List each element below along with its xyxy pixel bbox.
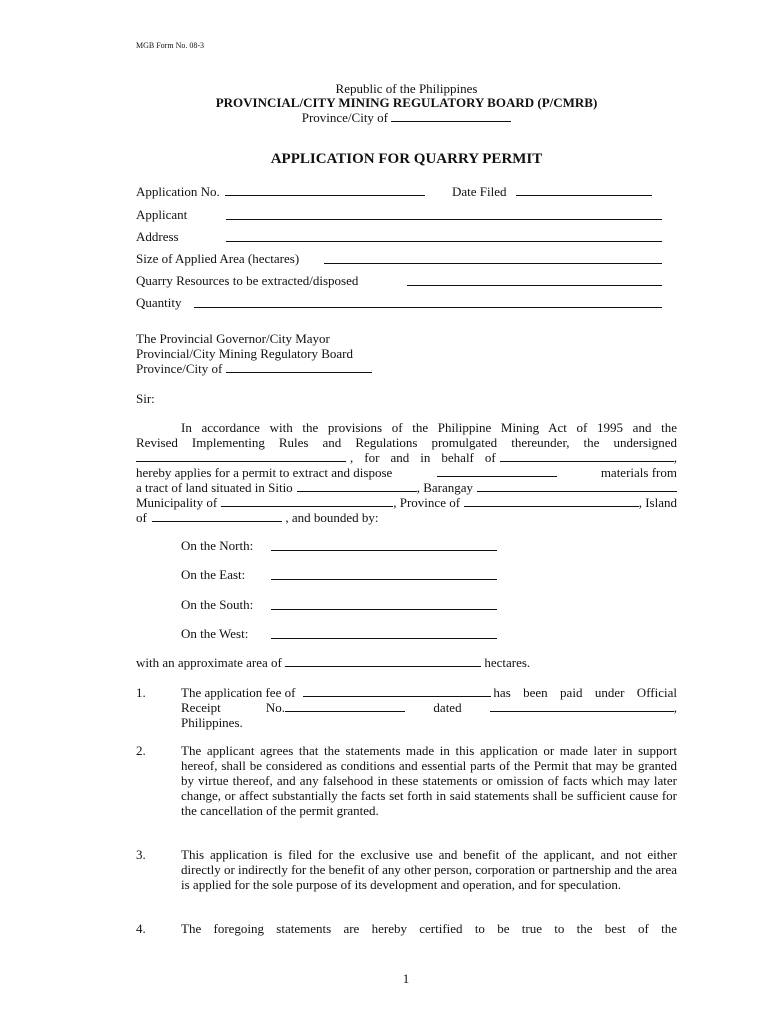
south-label: On the South: [181, 597, 254, 612]
item-3-text: This application is filed for the exclusive use and benefit of the applicant, and not either directly or indirectly for the benefit of any other person, corporation or partnership and the area is applied for the sole purpose of its development and operation, and for speculation. [181, 847, 677, 892]
island-blank[interactable] [152, 510, 282, 522]
sitio-blank[interactable] [297, 480, 417, 492]
municipality-blank[interactable] [221, 495, 393, 507]
dated-label: dated [433, 700, 462, 715]
province-of-blank[interactable] [464, 495, 639, 507]
addressee-line-3 [136, 361, 372, 376]
province-heading [136, 110, 677, 125]
body-line-4 [136, 465, 677, 480]
item-3-number: 3. [136, 847, 146, 862]
south-blank[interactable] [271, 598, 497, 610]
province-of-label: , Province of [393, 495, 461, 510]
item-1-line-3: Philippines. [181, 715, 243, 730]
barangay-blank[interactable] [477, 480, 677, 492]
applicant-label: Applicant [136, 207, 188, 222]
quantity-label: Quantity [136, 295, 182, 310]
date-filed-label: Date Filed [452, 184, 507, 199]
addressee-province-label: Province/City of [136, 361, 223, 376]
addressee-province-blank[interactable] [226, 361, 372, 373]
item-1-comma: , [673, 700, 677, 715]
area-suffix-label: hectares. [484, 655, 531, 670]
area-blank[interactable] [285, 655, 481, 667]
undersigned-blank[interactable] [136, 450, 346, 462]
size-blank[interactable] [324, 252, 662, 264]
date-filed-blank[interactable] [516, 184, 652, 196]
of-label: of [136, 510, 147, 525]
resources-label: Quarry Resources to be extracted/disposed [136, 273, 359, 288]
west-label: On the West: [181, 626, 249, 641]
address-blank[interactable] [226, 230, 662, 242]
item-2-text: The applicant agrees that the statements made in this application or made later in support hereof, shall be considered as conditions and essential parts of the Permit that may be granted by virtue thereof, and any falsehood in these statements or omission of facts which may later change, or affect substantially the facts set forth in said statements shall be sufficient cause for the cancellation of the permit granted. [181, 743, 677, 818]
receipt-blank[interactable] [285, 700, 405, 712]
sitio-label: a tract of land situated in Sitio [136, 480, 293, 495]
application-no-label: Application No. [136, 184, 220, 199]
north-blank[interactable] [271, 539, 497, 551]
body-line-3 [136, 450, 677, 465]
item-4-text: The foregoing statements are hereby certified to be true to the best of the [181, 921, 677, 936]
fee-label: The application fee of [181, 685, 296, 700]
for-behalf-label: , for and in behalf of [350, 450, 496, 465]
republic-heading: Republic of the Philippines [335, 81, 478, 96]
item-2-number: 2. [136, 743, 146, 758]
date-filed-row [452, 184, 652, 199]
body-line-7 [136, 510, 379, 525]
addressee-line-1: The Provincial Governor/City Mayor [136, 331, 330, 346]
applicant-blank[interactable] [226, 208, 662, 220]
item-1-line-2 [181, 700, 677, 715]
form-number: MGB Form No. 08-3 [136, 41, 205, 50]
materials-blank[interactable] [437, 465, 557, 477]
behalf-blank[interactable] [500, 450, 674, 462]
application-no-blank[interactable] [225, 184, 425, 196]
area-row [136, 655, 530, 670]
page-title: APPLICATION FOR QUARRY PERMIT [270, 151, 543, 167]
island-label: , Island [638, 495, 677, 510]
body-line-2: Revised Implementing Rules and Regulations promulgated thereunder, the undersigned [136, 435, 677, 450]
barangay-label: , Barangay [416, 480, 473, 495]
quantity-blank[interactable] [194, 296, 662, 308]
dated-blank[interactable] [490, 700, 674, 712]
applies-label: hereby applies for a permit to extract and dispose [136, 465, 393, 480]
comma-label: , [673, 450, 677, 465]
east-label: On the East: [181, 567, 246, 582]
body-line-5 [136, 480, 677, 495]
area-prefix-label: with an approximate area of [136, 655, 282, 670]
receipt-label: Receipt No. [181, 700, 285, 715]
board-heading: PROVINCIAL/CITY MINING REGULATORY BOARD (P/CMRB) [215, 95, 598, 110]
body-line-1: In accordance with the provisions of the Philippine Mining Act of 1995 and the [181, 420, 677, 435]
body-line-6 [136, 495, 677, 510]
item-4-number: 4. [136, 921, 146, 936]
province-label: Province/City of [301, 110, 389, 125]
addressee-line-2: Provincial/City Mining Regulatory Board [136, 346, 354, 361]
north-label: On the North: [181, 538, 254, 553]
size-label: Size of Applied Area (hectares) [136, 251, 300, 266]
item-1-number: 1. [136, 685, 146, 700]
bounded-by-label: , and bounded by: [285, 510, 379, 525]
municipality-label: Municipality of [136, 495, 218, 510]
page-number: 1 [402, 971, 410, 986]
fee-blank[interactable] [303, 685, 491, 697]
west-blank[interactable] [271, 627, 497, 639]
address-label: Address [136, 229, 179, 244]
resources-blank[interactable] [407, 274, 662, 286]
salutation: Sir: [136, 391, 155, 406]
application-no-row [136, 184, 425, 199]
item-1-line-1 [181, 685, 677, 700]
east-blank[interactable] [271, 568, 497, 580]
fee-paid-label: has been paid under Official [493, 685, 677, 700]
materials-from-label: materials from [600, 465, 677, 480]
province-blank[interactable] [391, 110, 511, 122]
